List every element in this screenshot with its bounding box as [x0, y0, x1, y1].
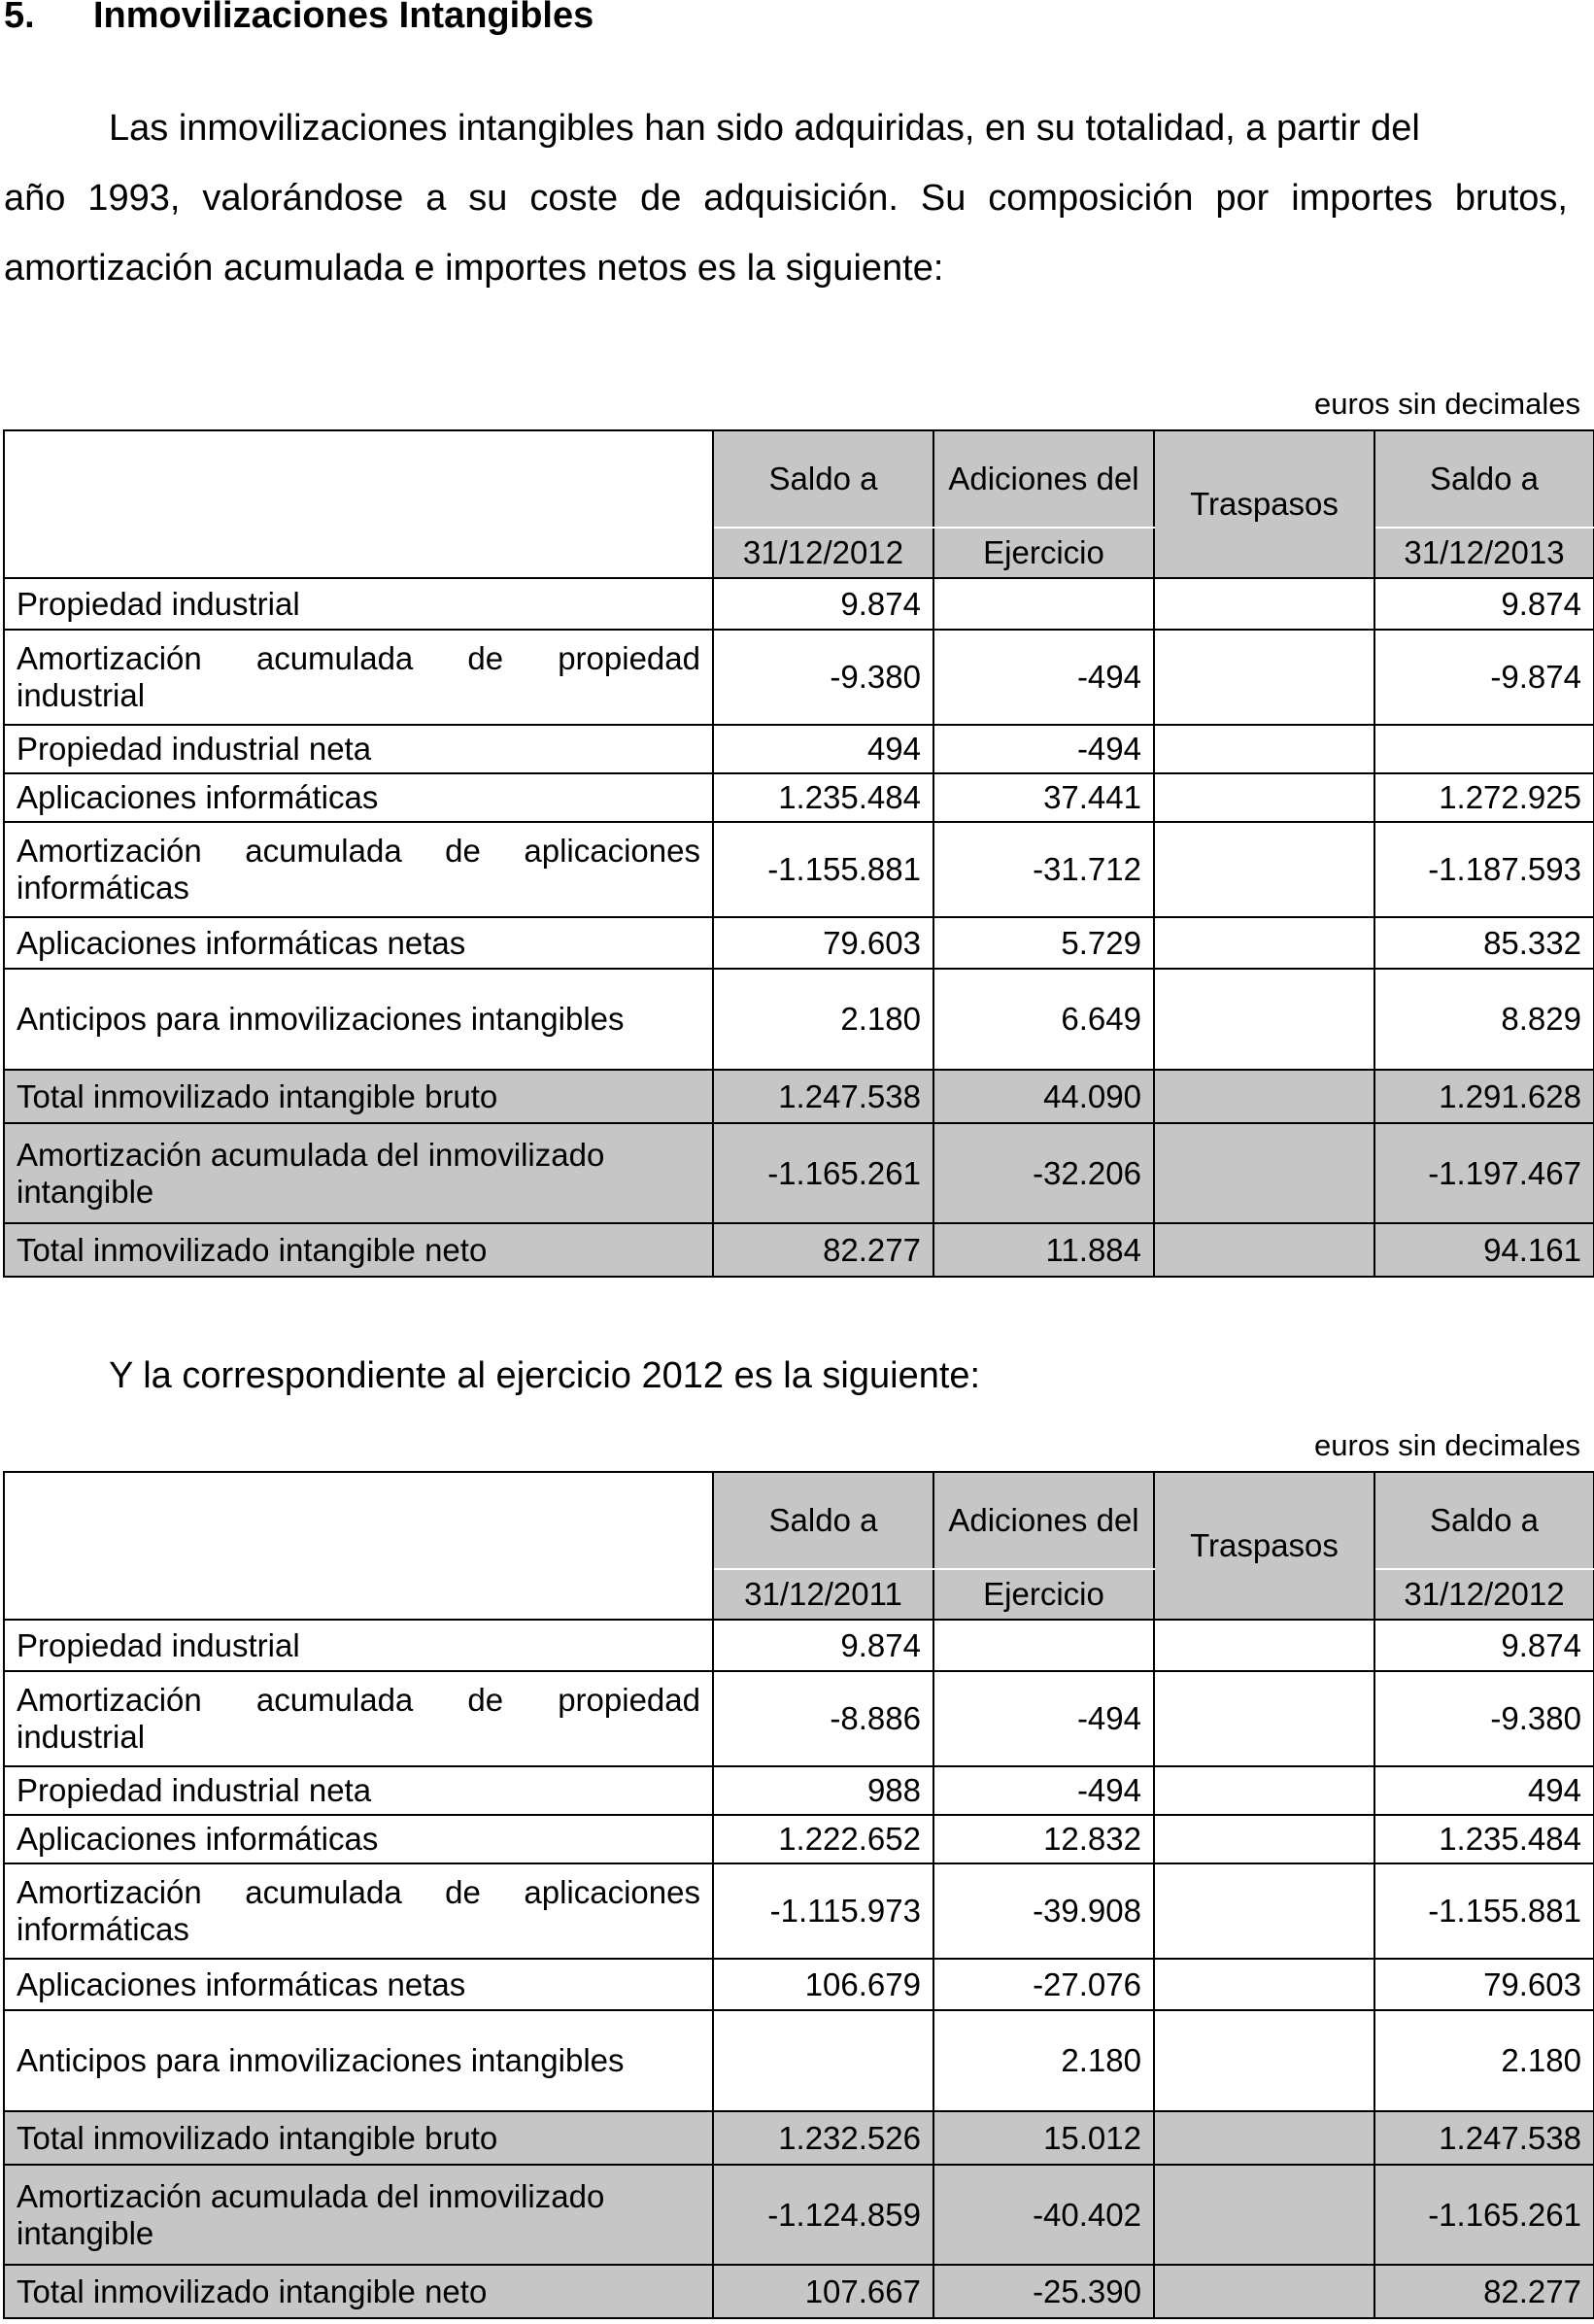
- header-saldo-fin-top: Saldo a: [1374, 430, 1594, 528]
- row-label: Aplicaciones informáticas: [4, 773, 713, 822]
- cell-saldo-fin: 79.603: [1374, 1959, 1594, 2010]
- cell-saldo-fin: 2.180: [1374, 2010, 1594, 2111]
- header-blank: [4, 430, 713, 578]
- section-number: 5.: [4, 0, 35, 36]
- row-label: Propiedad industrial: [4, 578, 713, 630]
- cell-saldo-inicio: 1.235.484: [713, 773, 933, 822]
- cell-traspasos: [1154, 917, 1374, 969]
- row-label: Amortización acumulada del inmovilizado intangible: [4, 1123, 713, 1223]
- row-label: Total inmovilizado intangible neto: [4, 2265, 713, 2318]
- cell-saldo-inicio: -1.165.261: [713, 1123, 933, 1223]
- cell-saldo-fin: 1.272.925: [1374, 773, 1594, 822]
- cell-traspasos: [1154, 630, 1374, 725]
- header-traspasos: Traspasos: [1154, 1472, 1374, 1620]
- cell-saldo-fin: -1.165.261: [1374, 2165, 1594, 2265]
- row-label: Total inmovilizado intangible bruto: [4, 2111, 713, 2165]
- cell-saldo-inicio: 988: [713, 1766, 933, 1815]
- header-saldo-inicio-date: 31/12/2011: [713, 1569, 933, 1620]
- cell-saldo-inicio: 9.874: [713, 1620, 933, 1671]
- cell-saldo-inicio: 494: [713, 725, 933, 773]
- cell-adiciones: -39.908: [933, 1863, 1154, 1959]
- cell-saldo-inicio: -1.155.881: [713, 822, 933, 917]
- table-row: [4, 969, 1594, 1070]
- cell-traspasos: [1154, 725, 1374, 773]
- cell-traspasos: [1154, 1070, 1374, 1123]
- intro-line-1: Las inmovilizaciones intangibles han sido adquiridas, en su totalidad, a partir del: [109, 108, 1420, 149]
- cell-saldo-inicio: [713, 2010, 933, 2111]
- cell-saldo-inicio: 107.667: [713, 2265, 933, 2318]
- table-row: [4, 1766, 1594, 1815]
- table-row-total: [4, 2165, 1594, 2265]
- cell-adiciones: -25.390: [933, 2265, 1154, 2318]
- cell-traspasos: [1154, 969, 1374, 1070]
- table-row: [4, 2010, 1594, 2111]
- header-saldo-inicio-top: Saldo a: [713, 1472, 933, 1569]
- cell-saldo-fin: 85.332: [1374, 917, 1594, 969]
- cell-traspasos: [1154, 1620, 1374, 1671]
- second-intro-paragraph: Y la correspondiente al ejercicio 2012 es la siguiente:: [109, 1355, 981, 1396]
- cell-saldo-inicio: -8.886: [713, 1671, 933, 1766]
- cell-saldo-inicio: -1.124.859: [713, 2165, 933, 2265]
- header-adiciones-bottom: Ejercicio: [933, 1569, 1154, 1620]
- cell-traspasos: [1154, 822, 1374, 917]
- cell-saldo-fin: 94.161: [1374, 1223, 1594, 1277]
- cell-saldo-fin: -9.380: [1374, 1671, 1594, 1766]
- header-saldo-inicio-top: Saldo a: [713, 430, 933, 528]
- header-saldo-fin-date: 31/12/2012: [1374, 1569, 1594, 1620]
- cell-saldo-fin: 82.277: [1374, 2265, 1594, 2318]
- cell-adiciones: -494: [933, 1766, 1154, 1815]
- table-2013: [3, 429, 1594, 1278]
- table-row: [4, 725, 1594, 773]
- cell-adiciones: 15.012: [933, 2111, 1154, 2165]
- cell-traspasos: [1154, 1223, 1374, 1277]
- cell-traspasos: [1154, 1671, 1374, 1766]
- cell-saldo-fin: -1.197.467: [1374, 1123, 1594, 1223]
- table-2012-unit-note: euros sin decimales: [1314, 1428, 1580, 1462]
- table-row-total: [4, 2265, 1594, 2318]
- cell-saldo-fin: [1374, 725, 1594, 773]
- cell-saldo-inicio: 79.603: [713, 917, 933, 969]
- intro-line-2: año 1993, valorándose a su coste de adquisición. Su composición por importes brutos,: [4, 178, 1568, 219]
- header-traspasos: Traspasos: [1154, 430, 1374, 578]
- section-title: Inmovilizaciones Intangibles: [93, 0, 594, 36]
- row-label: Amortización acumulada de propiedad industrial: [4, 630, 713, 725]
- cell-traspasos: [1154, 1863, 1374, 1959]
- table-row-total: [4, 1223, 1594, 1277]
- cell-traspasos: [1154, 1766, 1374, 1815]
- row-label: Anticipos para inmovilizaciones intangibles: [4, 2010, 713, 2111]
- table-2013-unit-note: euros sin decimales: [1314, 387, 1580, 421]
- intro-line-3: amortización acumulada e importes netos es la siguiente:: [4, 248, 944, 289]
- row-label: Aplicaciones informáticas: [4, 1815, 713, 1863]
- cell-adiciones: 12.832: [933, 1815, 1154, 1863]
- table-row: [4, 1620, 1594, 1671]
- cell-saldo-inicio: 1.222.652: [713, 1815, 933, 1863]
- cell-saldo-inicio: 1.247.538: [713, 1070, 933, 1123]
- row-label: Total inmovilizado intangible bruto: [4, 1070, 713, 1123]
- cell-adiciones: -27.076: [933, 1959, 1154, 2010]
- header-saldo-fin-date: 31/12/2013: [1374, 528, 1594, 578]
- cell-traspasos: [1154, 2010, 1374, 2111]
- header-blank: [4, 1472, 713, 1620]
- cell-adiciones: 2.180: [933, 2010, 1154, 2111]
- row-label: Total inmovilizado intangible neto: [4, 1223, 713, 1277]
- table-row-total: [4, 1123, 1594, 1223]
- cell-saldo-fin: 1.291.628: [1374, 1070, 1594, 1123]
- cell-saldo-fin: -1.187.593: [1374, 822, 1594, 917]
- row-label: Propiedad industrial neta: [4, 1766, 713, 1815]
- cell-traspasos: [1154, 1959, 1374, 2010]
- cell-saldo-inicio: 106.679: [713, 1959, 933, 2010]
- table-row: [4, 1959, 1594, 2010]
- cell-adiciones: -494: [933, 630, 1154, 725]
- section-heading: [4, 0, 594, 39]
- cell-saldo-inicio: 9.874: [713, 578, 933, 630]
- cell-adiciones: 5.729: [933, 917, 1154, 969]
- table-row: [4, 1863, 1594, 1959]
- table-row-total: [4, 2111, 1594, 2165]
- cell-saldo-inicio: 82.277: [713, 1223, 933, 1277]
- table-row: [4, 1815, 1594, 1863]
- table-row: [4, 917, 1594, 969]
- header-adiciones-top: Adiciones del: [933, 1472, 1154, 1569]
- table-row-total: [4, 1070, 1594, 1123]
- table-row: [4, 1671, 1594, 1766]
- cell-saldo-fin: 1.235.484: [1374, 1815, 1594, 1863]
- header-saldo-inicio-date: 31/12/2012: [713, 528, 933, 578]
- cell-traspasos: [1154, 1815, 1374, 1863]
- header-adiciones-bottom: Ejercicio: [933, 528, 1154, 578]
- row-label: Amortización acumulada de propiedad industrial: [4, 1671, 713, 1766]
- cell-adiciones: -32.206: [933, 1123, 1154, 1223]
- cell-saldo-inicio: 2.180: [713, 969, 933, 1070]
- header-saldo-fin-top: Saldo a: [1374, 1472, 1594, 1569]
- row-label: Anticipos para inmovilizaciones intangibles: [4, 969, 713, 1070]
- cell-adiciones: -40.402: [933, 2165, 1154, 2265]
- cell-saldo-inicio: 1.232.526: [713, 2111, 933, 2165]
- cell-saldo-fin: -9.874: [1374, 630, 1594, 725]
- header-adiciones-top: Adiciones del: [933, 430, 1154, 528]
- cell-saldo-fin: 8.829: [1374, 969, 1594, 1070]
- cell-adiciones: [933, 578, 1154, 630]
- cell-adiciones: [933, 1620, 1154, 1671]
- cell-saldo-fin: 9.874: [1374, 1620, 1594, 1671]
- cell-traspasos: [1154, 2111, 1374, 2165]
- cell-adiciones: -494: [933, 1671, 1154, 1766]
- cell-saldo-fin: 494: [1374, 1766, 1594, 1815]
- cell-traspasos: [1154, 2265, 1374, 2318]
- cell-traspasos: [1154, 1123, 1374, 1223]
- table-row: [4, 630, 1594, 725]
- cell-adiciones: -31.712: [933, 822, 1154, 917]
- table-2012: [3, 1471, 1594, 2319]
- cell-traspasos: [1154, 2165, 1374, 2265]
- cell-adiciones: 6.649: [933, 969, 1154, 1070]
- cell-adiciones: -494: [933, 725, 1154, 773]
- cell-traspasos: [1154, 578, 1374, 630]
- row-label: Amortización acumulada de aplicaciones informáticas: [4, 1863, 713, 1959]
- cell-saldo-fin: 9.874: [1374, 578, 1594, 630]
- cell-adiciones: 37.441: [933, 773, 1154, 822]
- cell-adiciones: 11.884: [933, 1223, 1154, 1277]
- cell-traspasos: [1154, 773, 1374, 822]
- cell-saldo-inicio: -9.380: [713, 630, 933, 725]
- cell-saldo-fin: -1.155.881: [1374, 1863, 1594, 1959]
- table-row: [4, 578, 1594, 630]
- row-label: Amortización acumulada de aplicaciones informáticas: [4, 822, 713, 917]
- cell-saldo-fin: 1.247.538: [1374, 2111, 1594, 2165]
- row-label: Amortización acumulada del inmovilizado intangible: [4, 2165, 713, 2265]
- row-label: Propiedad industrial neta: [4, 725, 713, 773]
- row-label: Aplicaciones informáticas netas: [4, 1959, 713, 2010]
- row-label: Aplicaciones informáticas netas: [4, 917, 713, 969]
- table-row: [4, 773, 1594, 822]
- intro-paragraph: [4, 93, 1568, 303]
- cell-adiciones: 44.090: [933, 1070, 1154, 1123]
- cell-saldo-inicio: -1.115.973: [713, 1863, 933, 1959]
- row-label: Propiedad industrial: [4, 1620, 713, 1671]
- table-row: [4, 822, 1594, 917]
